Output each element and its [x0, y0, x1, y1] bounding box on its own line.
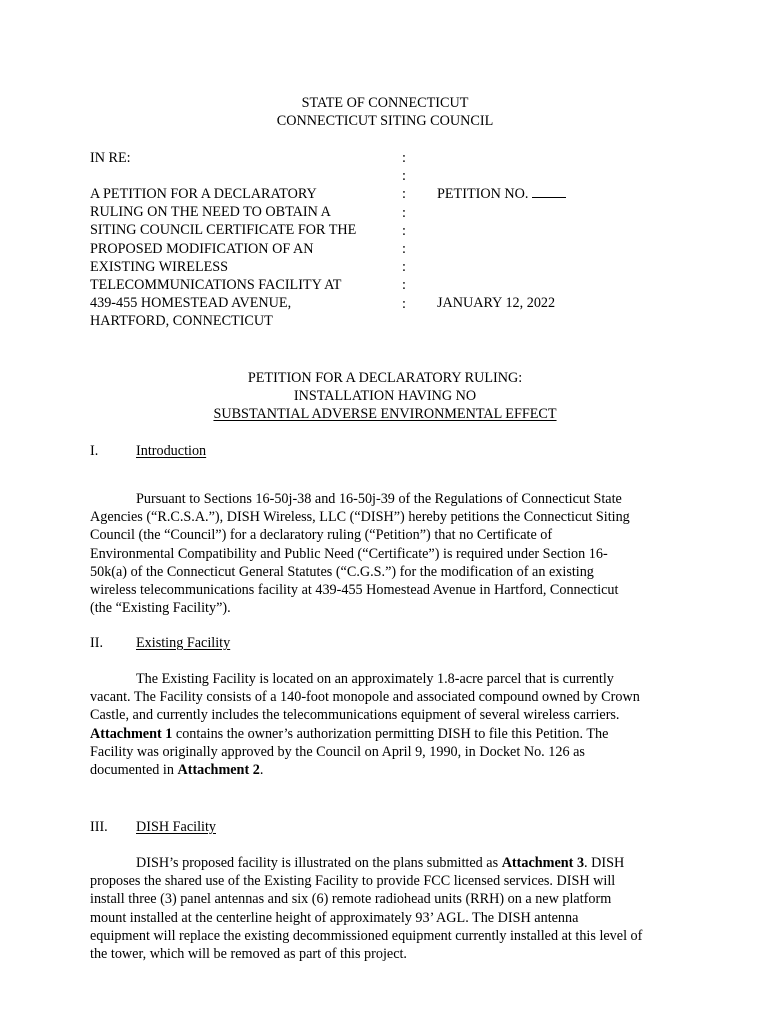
title-line-1: PETITION FOR A DECLARATORY RULING: — [247, 370, 523, 386]
body-text: . — [259, 761, 264, 778]
body-line: vacant. The Facility consists of a 140-foot monopole and associated compound owned by Crown — [90, 689, 640, 706]
body-text: DISH’s proposed facility is illustrated on the plans submitted as — [136, 855, 502, 871]
body-line: mount installed at the centerline height of approximately 93’ AGL. The DISH antenna — [90, 909, 579, 926]
title-line-3-wrap — [0, 405, 770, 423]
section-3-body — [90, 854, 690, 963]
petition-number-label: PETITION NO. — [437, 186, 529, 202]
caption-matter — [90, 185, 356, 331]
caption-line: HARTFORD, CONNECTICUT — [90, 313, 273, 330]
petition-number — [437, 185, 566, 203]
body-line: Castle, and currently includes the telecommunications equipment of several wireless carriers. — [90, 707, 620, 724]
header-state: STATE OF CONNECTICUT — [301, 95, 469, 111]
section-1-body — [90, 490, 690, 617]
body-line: Environmental Compatibility and Public Need (“Certificate”) is required under Section 16- — [90, 545, 608, 562]
body-line: wireless telecommunications facility at 439-455 Homestead Avenue in Hartford, Connecticut — [90, 581, 619, 598]
body-line: Agencies (“R.C.S.A.”), DISH Wireless, LLC (“DISH”) hereby petitions the Connecticut Siting — [90, 509, 630, 526]
caption-line: SITING COUNCIL CERTIFICATE FOR THE — [90, 222, 357, 239]
caption-colon: : — [402, 259, 406, 276]
section-1-number: I. — [90, 443, 99, 459]
caption-line: PROPOSED MODIFICATION OF AN — [90, 240, 314, 257]
body-line: Facility was originally approved by the Council on April 9, 1990, in Docket No. 126 as — [90, 743, 585, 760]
caption-line: TELECOMMUNICATIONS FACILITY AT — [90, 276, 342, 293]
body-line: Pursuant to Sections 16-50j-38 and 16-50j-39 of the Regulations of Connecticut State — [136, 491, 622, 507]
petition-number-blank — [532, 185, 566, 198]
attachment-1-ref: Attachment 1 — [90, 725, 173, 742]
body-line: proposes the shared use of the Existing Facility to provide FCC licensed services. DISH will — [90, 873, 616, 890]
caption-colon: : — [402, 168, 406, 185]
attachment-3-ref: Attachment 3 — [501, 855, 585, 871]
caption-in-re: IN RE: — [90, 150, 131, 166]
section-2-body — [90, 670, 690, 779]
caption-line: RULING ON THE NEED TO OBTAIN A — [90, 204, 331, 221]
body-line: the tower, which will be removed as part of this project. — [90, 945, 407, 962]
caption-colon: : — [402, 277, 406, 294]
attachment-2-ref: Attachment 2 — [177, 761, 260, 778]
caption-line: A PETITION FOR A DECLARATORY — [90, 186, 317, 202]
caption-colon: : — [402, 295, 406, 312]
title-line-3: SUBSTANTIAL ADVERSE ENVIRONMENTAL EFFECT — [213, 406, 557, 422]
caption-colon: : — [402, 150, 406, 166]
body-line: (the “Existing Facility”). — [90, 600, 231, 617]
section-2-number: II. — [90, 635, 103, 651]
caption-colon: : — [402, 204, 406, 221]
body-line: The Existing Facility is located on an approximately 1.8-acre parcel that is currently — [136, 671, 614, 687]
section-1-heading: Introduction — [136, 443, 207, 459]
caption-colon: : — [402, 186, 406, 203]
body-text: contains the owner’s authorization permitting DISH to file this Petition. The — [172, 725, 609, 742]
caption-colon: : — [402, 222, 406, 239]
caption-line: EXISTING WIRELESS — [90, 258, 229, 275]
body-line-with-bold — [90, 725, 690, 743]
caption-colon-column — [402, 149, 406, 313]
body-text: documented in — [90, 761, 178, 778]
title-line-2: INSTALLATION HAVING NO — [293, 388, 477, 404]
caption-colon: : — [402, 240, 406, 257]
body-line: Council (the “Council”) for a declaratory ruling (“Petition”) that no Certificate of — [90, 527, 553, 544]
caption-line: 439-455 HOMESTEAD AVENUE, — [90, 295, 292, 312]
body-line: install three (3) panel antennas and six (6) remote radiohead units (RRH) on a new platform — [90, 891, 612, 908]
section-3-heading: DISH Facility — [136, 819, 216, 835]
section-3-number: III. — [90, 819, 108, 835]
header-council: CONNECTICUT SITING COUNCIL — [276, 113, 494, 129]
body-line-with-bold — [90, 761, 690, 779]
body-line: equipment will replace the existing decommissioned equipment currently installed at this level of — [90, 927, 643, 944]
section-2-heading: Existing Facility — [136, 635, 231, 651]
body-text: . DISH — [584, 855, 625, 871]
petition-date: JANUARY 12, 2022 — [437, 295, 556, 311]
body-line-with-bold — [90, 854, 690, 872]
body-line: 50k(a) of the Connecticut General Statutes (“C.G.S.”) for the modification of an existing — [90, 563, 594, 580]
